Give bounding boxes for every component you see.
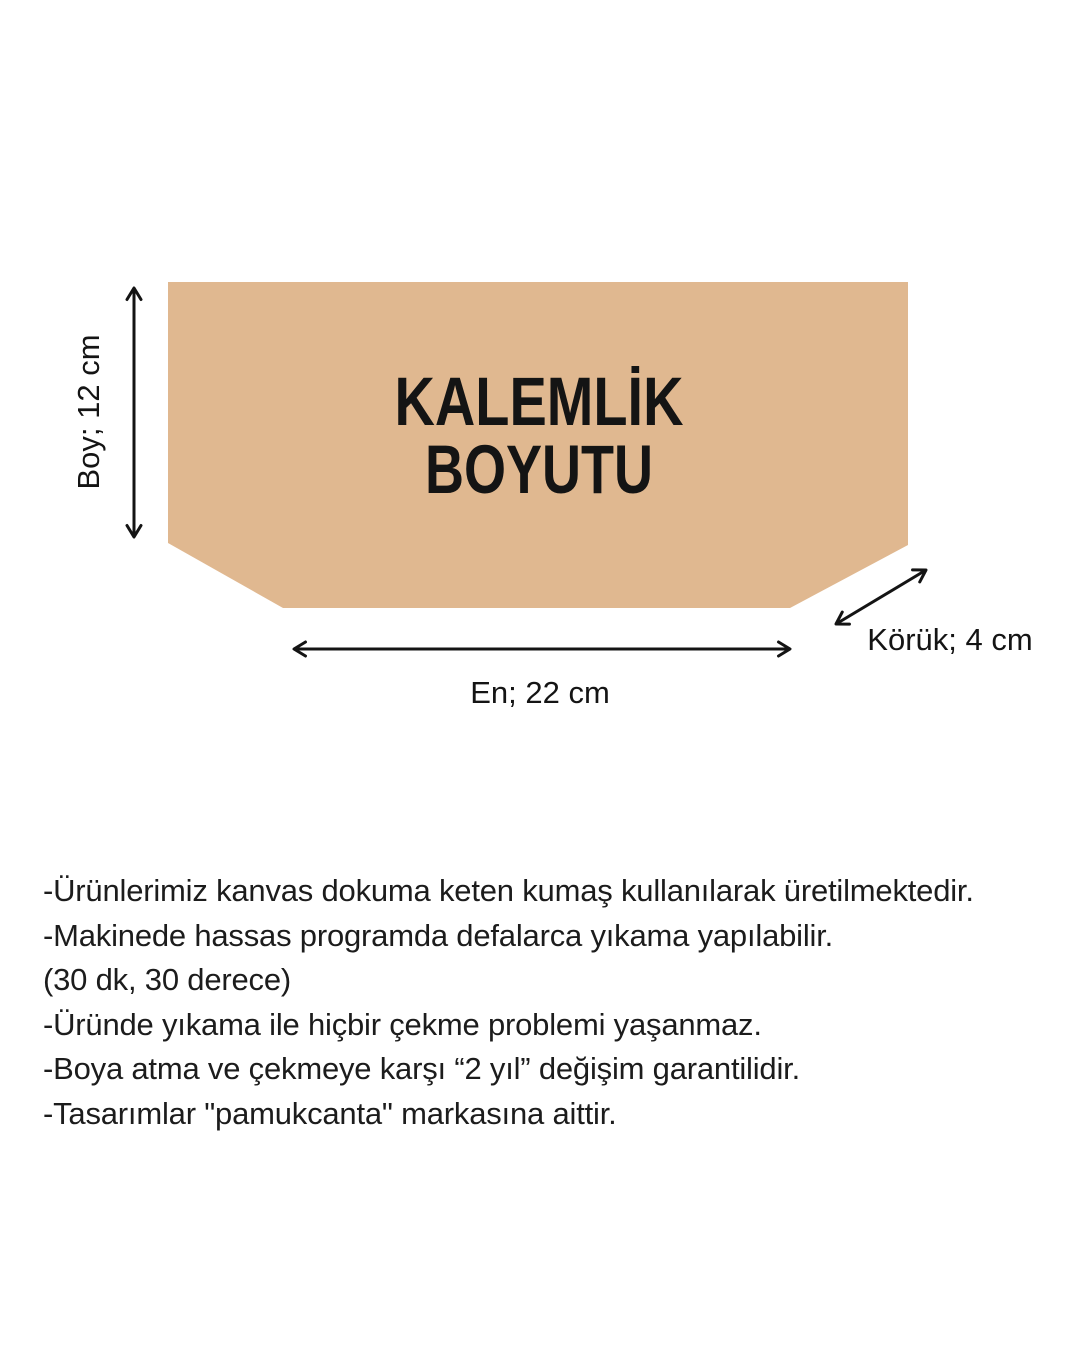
width-dimension-label: En; 22 cm xyxy=(470,675,610,710)
diagram-title-line2: BOYUTU xyxy=(425,431,653,508)
note-line-1: -Ürünlerimiz kanvas dokuma keten kumaş kullanılarak üretilmektedir. xyxy=(43,873,974,908)
note-line-6: -Tasarımlar "pamukcanta" markasına aittir. xyxy=(43,1095,617,1131)
diagram-title-line1: KALEMLİK xyxy=(394,363,684,440)
note-line-2: -Makinede hassas programda defalarca yıkama yapılabilir. xyxy=(43,917,834,953)
height-dimension-label: Boy; 12 cm xyxy=(71,334,106,490)
note-line-4: -Üründe yıkama ile hiçbir çekme problemi yaşanmaz. xyxy=(43,1006,762,1042)
gusset-dimension-arrow xyxy=(836,570,926,624)
product-notes xyxy=(43,869,1043,1136)
gusset-dimension-label: Körük; 4 cm xyxy=(867,622,1033,657)
note-line-5: -Boya atma ve çekmeye karşı “2 yıl” değişim garantilidir. xyxy=(43,1051,800,1086)
note-line-3: (30 dk, 30 derece) xyxy=(43,962,291,997)
